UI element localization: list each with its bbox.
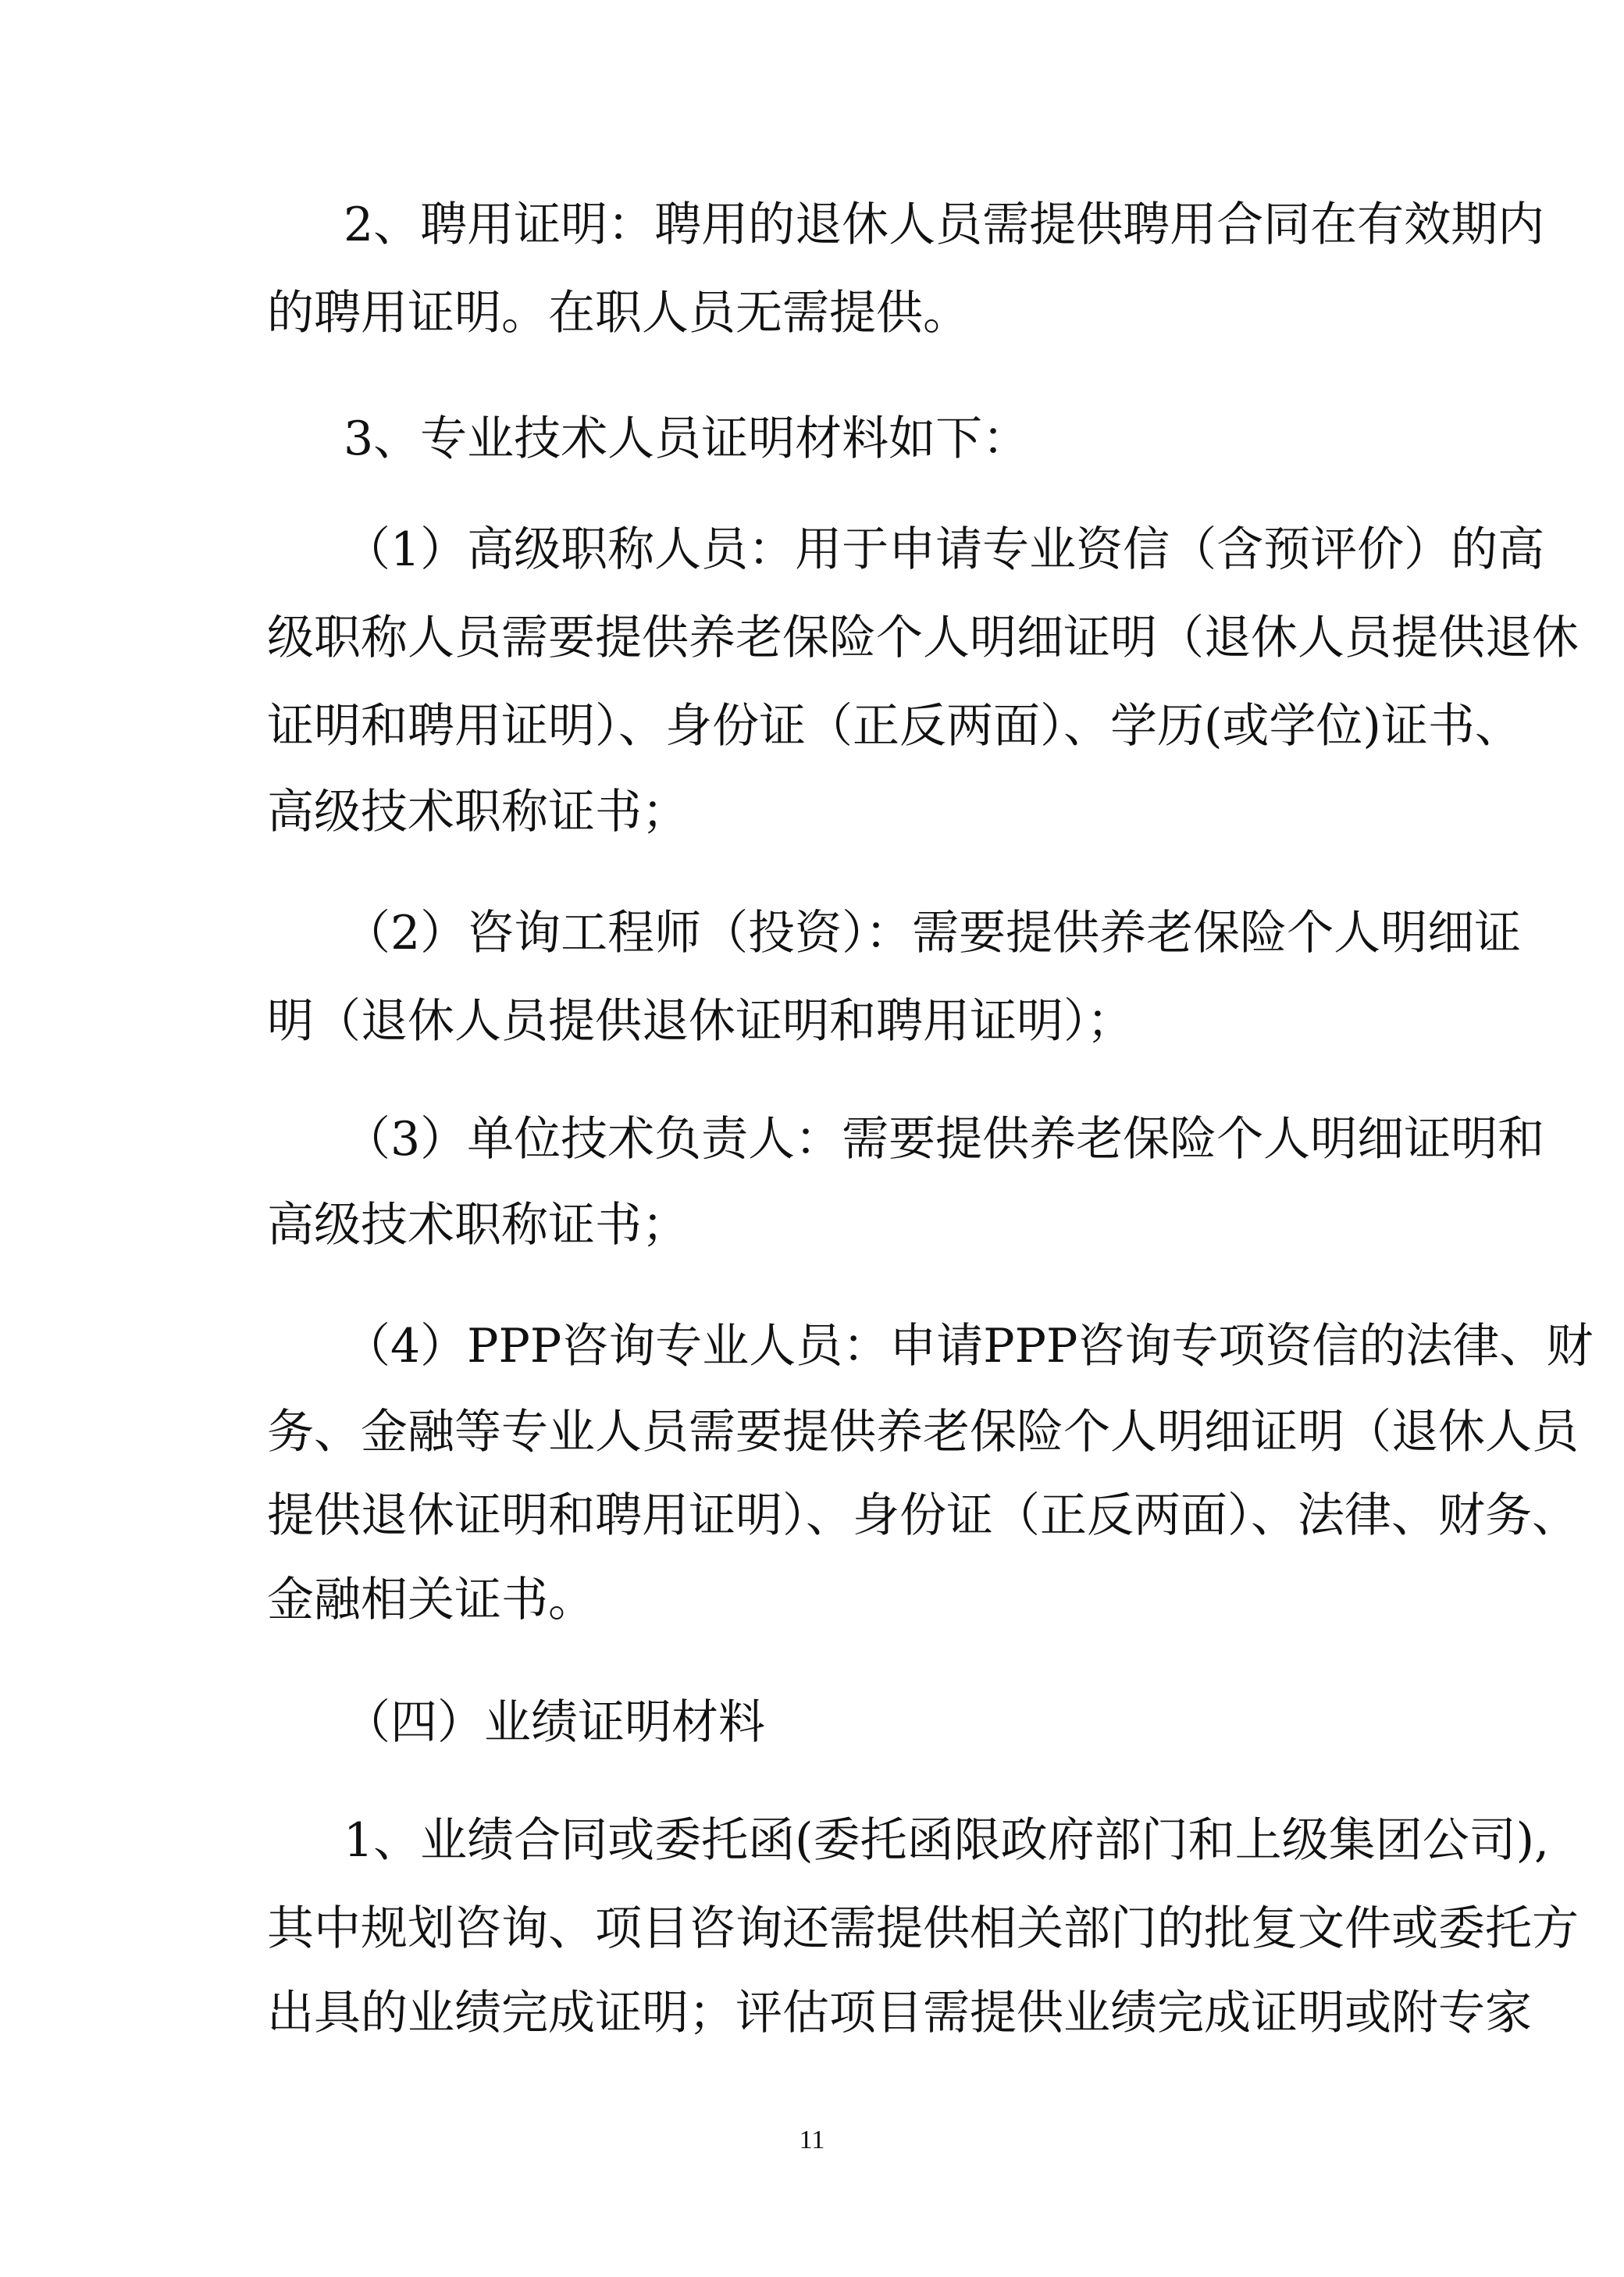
paragraph-line: （2）咨询工程师（投资）：需要提供养老保险个人明细证 (344, 906, 1522, 960)
paragraph-line: 高级技术职称证书； (267, 1198, 689, 1253)
paragraph-line: 证明和聘用证明）、身份证（正反两面）、学历(或学位)证书、 (267, 699, 1522, 754)
paragraph-line: 金融相关证书。 (267, 1573, 595, 1627)
paragraph-line: 2、聘用证明：聘用的退休人员需提供聘用合同在有效期内 (344, 198, 1545, 252)
paragraph-line: 出具的业绩完成证明；评估项目需提供业绩完成证明或附专家 (267, 1986, 1532, 2040)
paragraph-line: 1、业绩合同或委托函(委托函限政府部门和上级集团公司), (344, 1813, 1550, 1868)
paragraph-line: 级职称人员需要提供养老保险个人明细证明（退休人员提供退休 (267, 611, 1579, 665)
paragraph-line: 其中规划咨询、项目咨询还需提供相关部门的批复文件或委托方 (267, 1901, 1579, 1956)
paragraph-line: （四）业绩证明材料 (344, 1695, 765, 1750)
page-number: 11 (799, 2126, 825, 2154)
paragraph-line: 高级技术职称证书； (267, 785, 689, 839)
paragraph-line: （3）单位技术负责人：需要提供养老保险个人明细证明和 (344, 1112, 1545, 1167)
paragraph-line: 的聘用证明。在职人员无需提供。 (267, 286, 970, 340)
paragraph-line: 提供退休证明和聘用证明）、身份证（正反两面）、法律、财务、 (267, 1488, 1579, 1543)
paragraph-line: （1）高级职称人员：用于申请专业资信（含预评价）的高 (344, 522, 1545, 577)
paragraph-line: 务、金融等专业人员需要提供养老保险个人明细证明（退休人员 (267, 1405, 1579, 1459)
paragraph-line: 3、专业技术人员证明材料如下： (344, 412, 1030, 466)
paragraph-line: （4）PPP咨询专业人员：申请PPP咨询专项资信的法律、财 (344, 1319, 1594, 1374)
paragraph-line: 明（退休人员提供退休证明和聘用证明）； (267, 994, 1134, 1049)
